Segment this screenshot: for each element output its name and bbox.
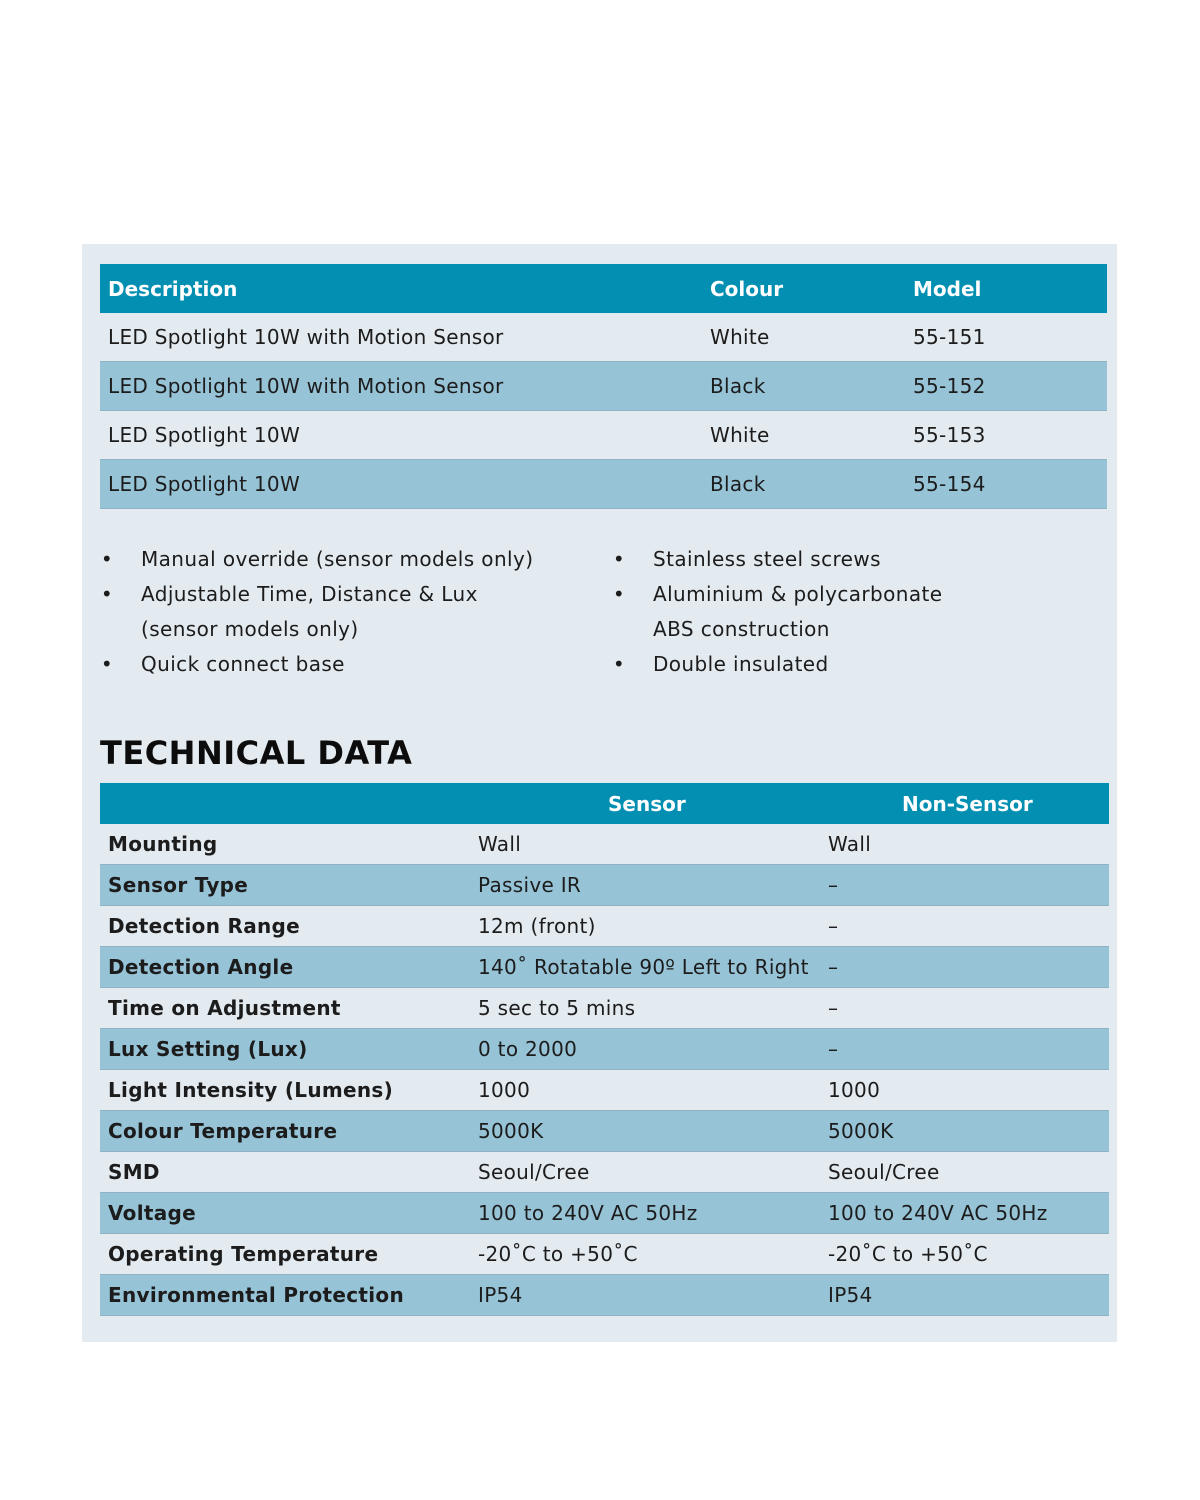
spec-sensor-value: Wall (478, 832, 522, 856)
technical-row (100, 1152, 1109, 1193)
spec-label: Detection Angle (108, 955, 294, 979)
spec-non-sensor-value: IP54 (828, 1283, 873, 1307)
spec-sensor-value: 0 to 2000 (478, 1037, 578, 1061)
spec-non-sensor-value: 1000 (828, 1078, 881, 1102)
spec-sensor-value: Seoul/Cree (478, 1160, 590, 1184)
spec-label: Time on Adjustment (108, 996, 341, 1020)
product-description: LED Spotlight 10W with Motion Sensor (108, 374, 504, 398)
product-colour: Black (710, 374, 766, 398)
product-row (100, 313, 1107, 362)
bullet-icon: • (100, 582, 114, 606)
bullet-icon: • (612, 582, 626, 606)
feature-item (612, 542, 942, 577)
feature-item (612, 647, 942, 682)
technical-row (100, 1193, 1109, 1234)
product-colour: White (710, 423, 770, 447)
spec-non-sensor-value: – (828, 996, 839, 1020)
spec-label: Mounting (108, 832, 218, 856)
spec-sensor-value: 5 sec to 5 mins (478, 996, 636, 1020)
spec-non-sensor-value: – (828, 873, 839, 897)
header-colour: Colour (710, 276, 784, 301)
technical-data-title: TECHNICAL DATA (100, 734, 413, 772)
spec-non-sensor-value: 100 to 240V AC 50Hz (828, 1201, 1048, 1225)
spec-non-sensor-value: – (828, 955, 839, 979)
spec-label: Lux Setting (Lux) (108, 1037, 308, 1061)
bullet-icon: • (612, 652, 626, 676)
spec-sensor-value: 140˚ Rotatable 90º Left to Right (478, 955, 809, 979)
spec-sensor-value: 12m (front) (478, 914, 596, 938)
product-colour: Black (710, 472, 766, 496)
technical-row (100, 1234, 1109, 1275)
product-model: 55-151 (913, 325, 986, 349)
product-description: LED Spotlight 10W (108, 423, 301, 447)
product-colour: White (710, 325, 770, 349)
feature-list-left (100, 542, 533, 682)
bullet-icon: • (100, 652, 114, 676)
spec-non-sensor-value: Seoul/Cree (828, 1160, 940, 1184)
technical-row (100, 1275, 1109, 1316)
product-model: 55-154 (913, 472, 986, 496)
technical-row (100, 1070, 1109, 1111)
spec-label: Sensor Type (108, 873, 249, 897)
header-non-sensor: Non-Sensor (902, 792, 1033, 816)
bullet-icon: • (612, 547, 626, 571)
spec-non-sensor-value: – (828, 1037, 839, 1061)
spec-non-sensor-value: -20˚C to +50˚C (828, 1242, 988, 1266)
spec-non-sensor-value: Wall (828, 832, 872, 856)
feature-text: Adjustable Time, Distance & Lux (141, 582, 478, 606)
technical-row (100, 906, 1109, 947)
spec-label: Voltage (108, 1201, 197, 1225)
feature-item (100, 542, 533, 577)
spec-label: Environmental Protection (108, 1283, 404, 1307)
spec-non-sensor-value: – (828, 914, 839, 938)
feature-item (612, 577, 942, 647)
spec-panel (82, 244, 1117, 1342)
spec-non-sensor-value: 5000K (828, 1119, 894, 1143)
spec-sensor-value: 5000K (478, 1119, 544, 1143)
feature-item (100, 577, 533, 647)
technical-row (100, 988, 1109, 1029)
feature-text: Quick connect base (141, 652, 345, 676)
product-row (100, 362, 1107, 411)
feature-item (100, 647, 533, 682)
feature-text: ABS construction (653, 617, 830, 641)
product-description: LED Spotlight 10W with Motion Sensor (108, 325, 504, 349)
feature-text: Double insulated (653, 652, 829, 676)
technical-row (100, 865, 1109, 906)
technical-row (100, 1111, 1109, 1152)
header-sensor: Sensor (608, 792, 686, 816)
feature-text: Stainless steel screws (653, 547, 881, 571)
spec-sensor-value: 1000 (478, 1078, 531, 1102)
spec-sensor-value: -20˚C to +50˚C (478, 1242, 638, 1266)
product-table (100, 264, 1107, 509)
spec-sensor-value: Passive IR (478, 873, 582, 897)
technical-table-header (100, 783, 1109, 824)
spec-label: Detection Range (108, 914, 301, 938)
product-model: 55-152 (913, 374, 986, 398)
product-table-header (100, 264, 1107, 313)
header-description: Description (108, 276, 238, 301)
spec-sensor-value: IP54 (478, 1283, 523, 1307)
product-row (100, 460, 1107, 509)
product-model: 55-153 (913, 423, 986, 447)
product-row (100, 411, 1107, 460)
feature-list-right (612, 542, 942, 682)
header-model: Model (913, 276, 982, 301)
feature-text: Aluminium & polycarbonate (653, 582, 943, 606)
product-description: LED Spotlight 10W (108, 472, 301, 496)
technical-row (100, 1029, 1109, 1070)
feature-text: Manual override (sensor models only) (141, 547, 534, 571)
spec-label: Light Intensity (Lumens) (108, 1078, 394, 1102)
technical-table (100, 783, 1109, 1316)
spec-label: SMD (108, 1160, 160, 1184)
technical-row (100, 824, 1109, 865)
spec-label: Colour Temperature (108, 1119, 338, 1143)
technical-row (100, 947, 1109, 988)
spec-label: Operating Temperature (108, 1242, 379, 1266)
bullet-icon: • (100, 547, 114, 571)
feature-text: (sensor models only) (141, 617, 359, 641)
spec-sensor-value: 100 to 240V AC 50Hz (478, 1201, 698, 1225)
